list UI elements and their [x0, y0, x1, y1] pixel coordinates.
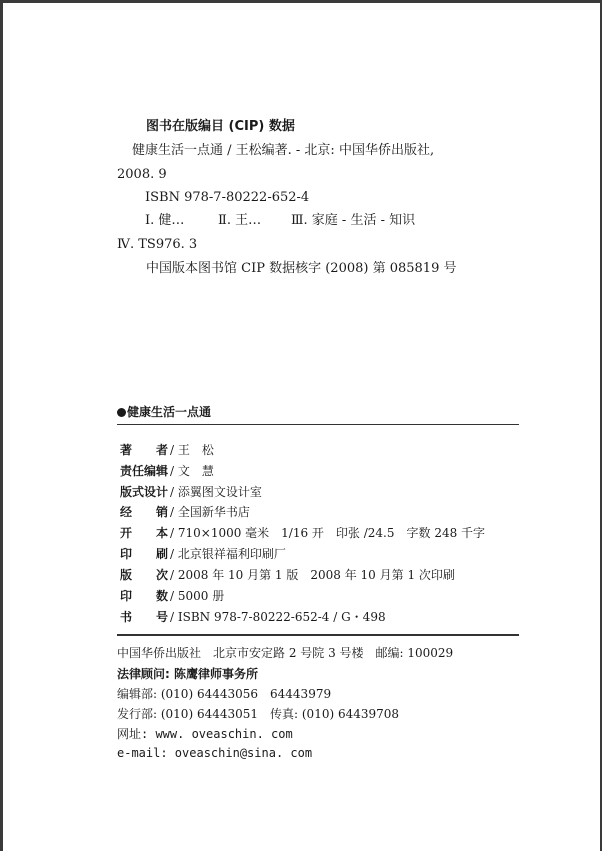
detail-label: 版式设计: [120, 485, 169, 499]
detail-edition: [120, 568, 455, 583]
detail-value: / 王 松: [170, 443, 214, 457]
detail-editor: [120, 464, 214, 479]
detail-label: 印 刷: [120, 547, 169, 561]
cip-subject-3: Ⅲ. 家庭 - 生活 - 知识: [291, 213, 416, 228]
bullet-icon: [117, 408, 126, 417]
cip-subject-2: Ⅱ. 王…: [218, 213, 262, 228]
detail-print-run: [120, 589, 224, 604]
detail-value: / 710×1000 毫米 1/16 开 印张 /24.5 字数 248 千字: [170, 526, 486, 540]
book-title-text: 健康生活一点通: [127, 405, 212, 419]
detail-value: / ISBN 978-7-80222-652-4 / G・498: [170, 610, 386, 624]
website: 网址: www. oveaschin. com: [117, 727, 293, 741]
cip-record-number: 中国版本图书馆 CIP 数据核字 (2008) 第 085819 号: [146, 261, 457, 276]
detail-distributor: [120, 505, 250, 520]
detail-value: / 北京银祥福利印刷厂: [170, 547, 286, 561]
detail-label: 著 者: [120, 443, 169, 457]
cip-classification: Ⅳ. TS976. 3: [117, 237, 198, 252]
email: e-mail: oveaschin@sina. com: [117, 746, 313, 760]
legal-advisor: 法律顾问: 陈鹰律师事务所: [117, 667, 258, 681]
cip-title-line: 健康生活一点通 / 王松编著. - 北京: 中国华侨出版社,: [132, 143, 435, 158]
detail-value: / 2008 年 10 月第 1 版 2008 年 10 月第 1 次印刷: [170, 568, 455, 582]
cip-heading: 图书在版编目 (CIP) 数据: [146, 119, 295, 134]
detail-value: / 5000 册: [170, 589, 225, 603]
cip-date-line: 2008. 9: [117, 167, 167, 182]
detail-label: 开 本: [120, 526, 169, 540]
detail-value: / 文 慧: [170, 464, 214, 478]
detail-layout-design: [120, 485, 262, 500]
detail-format: [120, 526, 485, 541]
book-title: [117, 404, 211, 420]
detail-printer: [120, 547, 286, 562]
scan-edge-left: [0, 0, 3, 851]
detail-label: 责任编辑: [120, 464, 169, 478]
detail-author: [120, 443, 214, 458]
divider-top: [117, 424, 519, 425]
divider-bottom: [117, 634, 519, 636]
detail-value: / 添翼图文设计室: [170, 485, 262, 499]
detail-label: 版 次: [120, 568, 169, 582]
scan-edge-top: [0, 0, 602, 3]
distribution-phone: 发行部: (010) 64443051 传真: (010) 64439708: [117, 707, 400, 721]
detail-value: / 全国新华书店: [170, 505, 250, 519]
cip-isbn: ISBN 978-7-80222-652-4: [145, 190, 310, 205]
publisher-address: 中国华侨出版社 北京市安定路 2 号院 3 号楼 邮编: 100029: [117, 646, 454, 660]
detail-label: 书 号: [120, 610, 169, 624]
detail-book-number: [120, 610, 386, 625]
cip-subject-1: Ⅰ. 健…: [145, 213, 185, 228]
detail-label: 印 数: [120, 589, 169, 603]
detail-label: 经 销: [120, 505, 169, 519]
editorial-phone: 编辑部: (010) 64443056 64443979: [117, 687, 332, 701]
